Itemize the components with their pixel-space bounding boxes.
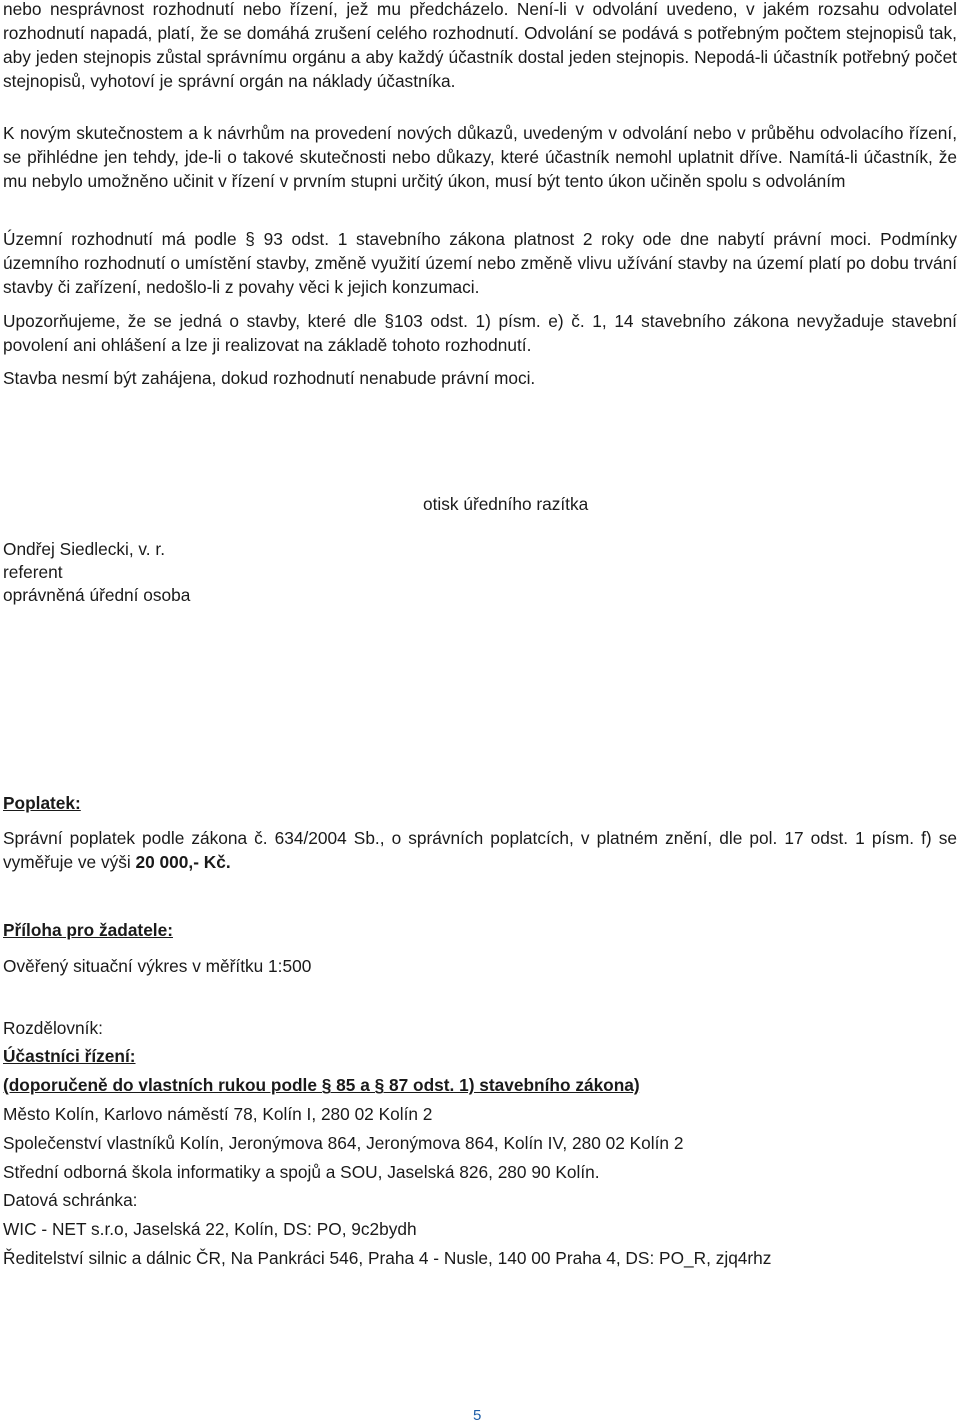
notice-paragraph: Upozorňujeme, že se jedná o stavby, které dle §103 odst. 1) písm. e) č. 1, 14 stavebního zákona nevyžaduje stavební povolení ani ohlášení a lze ji realizovat na základě tohoto rozhodnutí. xyxy=(3,311,957,355)
delivery-note: (doporučeně do vlastních rukou podle § 85 a § 87 odst. 1) stavebního zákona) xyxy=(3,1075,640,1095)
attachment-heading: Příloha pro žadatele: xyxy=(3,920,173,940)
fee-paragraph xyxy=(3,826,957,874)
new-evidence-paragraph: K novým skutečnostem a k návrhům na provedení nových důkazů, uvedeným v odvolání nebo v průběhu odvolacího řízení, se přihlédne jen tehdy, jde-li o takové skutečnosti nebo důkazy, které účastník nemohl uplatnit dříve. Namítá-li účastník, že mu nebylo umožněno učinit v řízení v prvním stupni určitý úkon, musí být tento úkon učiněn spolu s odvoláním xyxy=(3,123,957,191)
databox-recipient-line: WIC - NET s.r.o, Jaselská 22, Kolín, DS: PO, 9c2bydh xyxy=(3,1219,417,1239)
attachment-text: Ověřený situační výkres v měřítku 1:500 xyxy=(3,956,312,976)
recipient-line: Střední odborná škola informatiky a spojů a SOU, Jaselská 826, 280 90 Kolín. xyxy=(3,1162,600,1182)
fee-text: Správní poplatek podle zákona č. 634/2004 Sb., o správních poplatcích, v platném znění, dle pol. 17 odst. 1 písm. f) se vyměřuje ve výši xyxy=(3,828,957,872)
validity-paragraph: Územní rozhodnutí má podle § 93 odst. 1 stavebního zákona platnost 2 roky ode dne nabytí právní moci. Podmínky územního rozhodnutí o umístění stavby, změně využití území nebo změně vlivu užívání stavby na území platí po dobu trvání stavby či zařízení, nedošlo-li z povahy věci k jejich konzumaci. xyxy=(3,229,957,297)
fee-amount: 20 000,- Kč. xyxy=(135,852,231,872)
page-number: 5 xyxy=(473,1407,482,1424)
databox-heading: Datová schránka: xyxy=(3,1190,138,1210)
participants-heading: Účastníci řízení: xyxy=(3,1046,136,1066)
signer-name: Ondřej Siedlecki, v. r. xyxy=(3,539,165,559)
stamp-placeholder: otisk úředního razítka xyxy=(423,494,589,514)
construction-start-paragraph: Stavba nesmí být zahájena, dokud rozhodnutí nenabude právní moci. xyxy=(3,368,536,388)
signer-authority: oprávněná úřední osoba xyxy=(3,585,191,605)
databox-recipient-line: Ředitelství silnic a dálnic ČR, Na Pankráci 546, Praha 4 - Nusle, 140 00 Praha 4, DS: PO_R, zjq4rhz xyxy=(3,1248,772,1268)
distribution-heading: Rozdělovník: xyxy=(3,1018,103,1038)
signer-role: referent xyxy=(3,562,63,582)
recipient-line: Společenství vlastníků Kolín, Jeronýmova 864, Jeronýmova 864, Kolín IV, 280 02 Kolín 2 xyxy=(3,1133,684,1153)
recipient-line: Město Kolín, Karlovo náměstí 78, Kolín I, 280 02 Kolín 2 xyxy=(3,1104,433,1124)
appeal-instructions-paragraph: nebo nesprávnost rozhodnutí nebo řízení, jež mu předcházelo. Není-li v odvolání uvedeno, v jakém rozsahu odvolatel rozhodnutí napadá, platí, že se domáhá zrušení celého rozhodnutí. Odvolání se podává s potřebným počtem stejnopisů tak, aby jeden stejnopis zůstal správnímu orgánu a aby každý účastník dostal jeden stejnopis. Nepodá-li účastník potřebný počet stejnopisů, vyhotoví je správní orgán na náklady účastníka. xyxy=(3,0,957,91)
fee-heading: Poplatek: xyxy=(3,793,81,813)
